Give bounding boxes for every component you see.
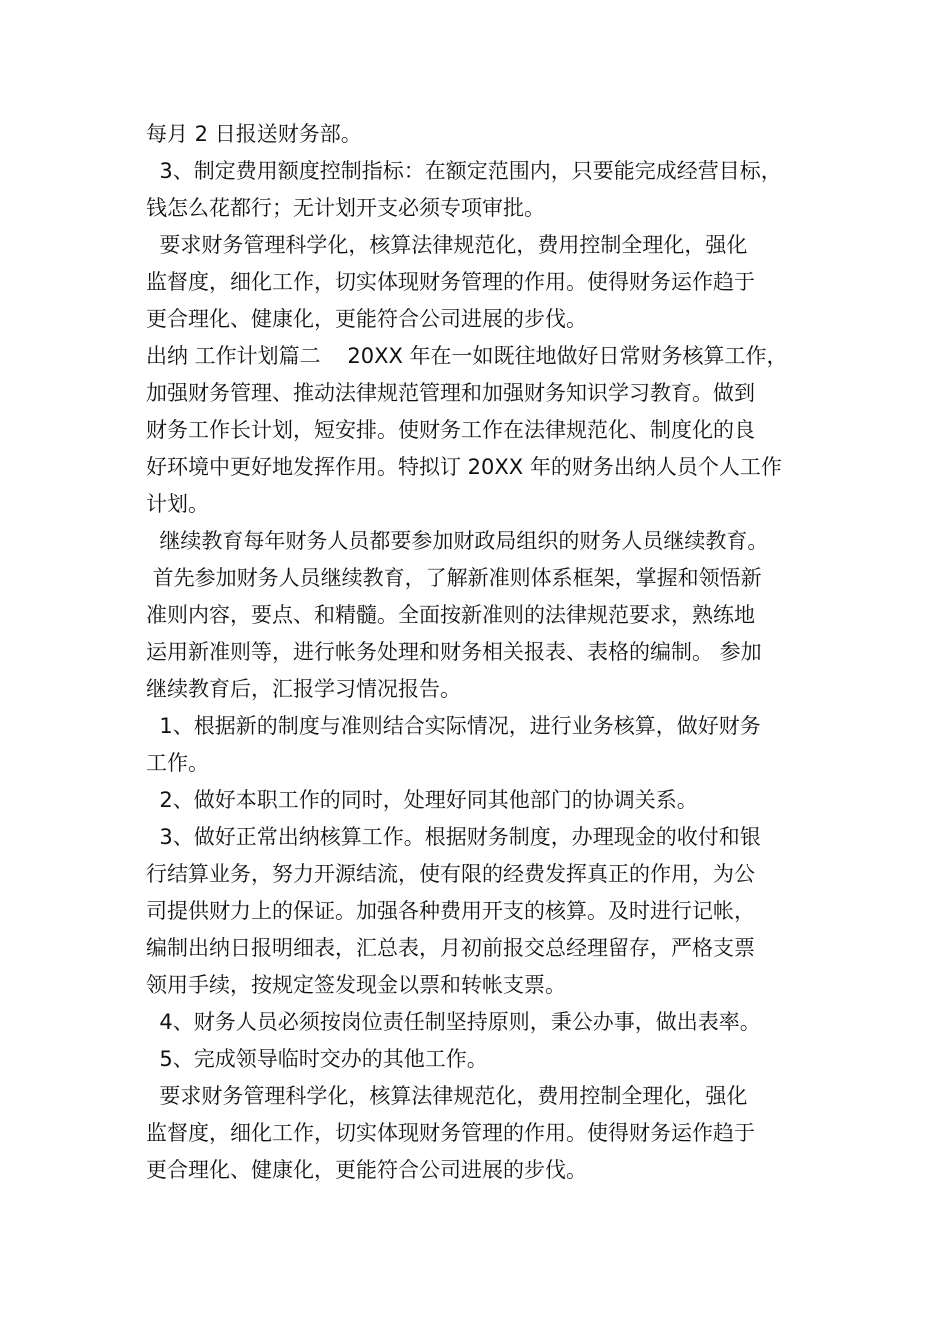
text-line: 5、完成领导临时交办的其他工作。 <box>146 1047 488 1071</box>
text-line: 司提供财力上的保证。加强各种费用开支的核算。及时进行记帐， <box>146 899 755 923</box>
text-line: 财务工作长计划，短安排。使财务工作在法律规范化、制度化的良 <box>146 418 755 442</box>
text-line: 4、财务人员必须按岗位责任制坚持原则，秉公办事，做出表率。 <box>146 1010 761 1034</box>
text-line: 出纳 工作计划篇二 20XX 年在一如既往地做好日常财务核算工作， <box>146 344 788 368</box>
text-line: 领用手续，按规定签发现金以票和转帐支票。 <box>146 973 566 997</box>
text-line: 1、根据新的制度与准则结合实际情况，进行业务核算，做好财务 <box>146 714 761 738</box>
document-body <box>146 116 811 1189</box>
text-line: 继续教育后，汇报学习情况报告。 <box>146 677 461 701</box>
text-line: 首先参加财务人员继续教育，了解新准则体系框架，掌握和领悟新 <box>146 566 762 590</box>
text-line: 更合理化、健康化，更能符合公司进展的步伐。 <box>146 1158 587 1182</box>
text-line: 要求财务管理科学化，核算法律规范化，费用控制全理化，强化 <box>146 233 748 257</box>
text-line: 准则内容，要点、和精髓。全面按新准则的法律规范要求，熟练地 <box>146 603 755 627</box>
text-line: 3、制定费用额度控制指标：在额定范围内，只要能完成经营目标， <box>146 159 782 183</box>
text-line: 钱怎么花都行；无计划开支必须专项审批。 <box>146 196 545 220</box>
text-line: 工作。 <box>146 751 209 775</box>
text-line: 加强财务管理、推动法律规范管理和加强财务知识学习教育。做到 <box>146 381 755 405</box>
text-line: 计划。 <box>146 492 209 516</box>
text-line: 更合理化、健康化，更能符合公司进展的步伐。 <box>146 307 587 331</box>
text-line: 监督度，细化工作，切实体现财务管理的作用。使得财务运作趋于 <box>146 1121 755 1145</box>
text-line: 要求财务管理科学化，核算法律规范化，费用控制全理化，强化 <box>146 1084 748 1108</box>
text-line: 2、做好本职工作的同时，处理好同其他部门的协调关系。 <box>146 788 698 812</box>
text-line: 监督度，细化工作，切实体现财务管理的作用。使得财务运作趋于 <box>146 270 755 294</box>
text-line: 行结算业务，努力开源结流，使有限的经费发挥真正的作用，为公 <box>146 862 755 886</box>
text-line: 运用新准则等，进行帐务处理和财务相关报表、表格的编制。 参加 <box>146 640 762 664</box>
text-line: 每月 2 日报送财务部。 <box>146 122 362 146</box>
text-line: 编制出纳日报明细表，汇总表，月初前报交总经理留存，严格支票 <box>146 936 755 960</box>
text-line: 好环境中更好地发挥作用。特拟订 20XX 年的财务出纳人员个人工作 <box>146 455 782 479</box>
text-line: 继续教育每年财务人员都要参加财政局组织的财务人员继续教育。 <box>146 529 769 553</box>
text-line: 3、做好正常出纳核算工作。根据财务制度，办理现金的收付和银 <box>146 825 761 849</box>
